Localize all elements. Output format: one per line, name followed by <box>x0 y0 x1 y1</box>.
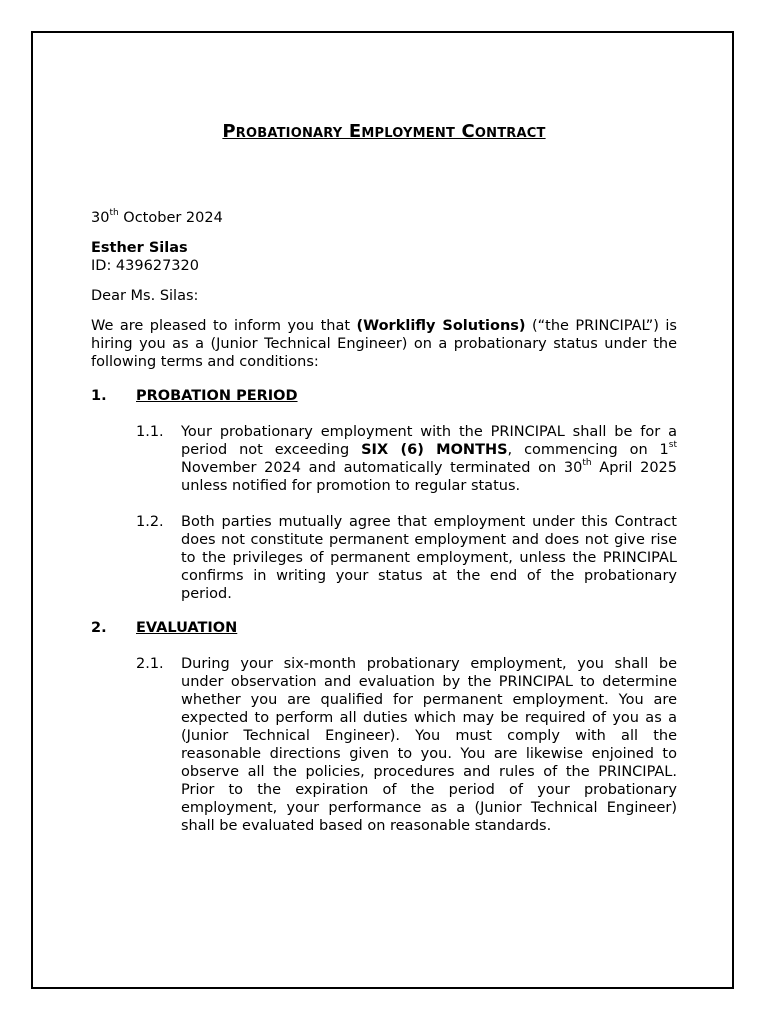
document-page <box>31 31 734 989</box>
clause-number: 1.1. <box>136 424 164 440</box>
clause-text: During your six-month probationary employment, you shall be under observation and evaluation by the PRINCIPAL to determine whether you are qualified for permanent employment. You are expected to perform all duties which may be required of you as a (Junior Technical Engineer). You must comply with all the reasonable directions given to you. You are likewise enjoined to observe all the policies, procedures and rules of the PRINCIPAL. Prior to the expiration of the period of your probationary employment, your performance as a (Junior Technical Engineer) shall be evaluated based on reasonable standards. <box>181 656 677 834</box>
intro-paragraph <box>91 317 677 371</box>
clause-text: Both parties mutually agree that employment under this Contract does not constitute permanent employment and does not give rise to the privileges of permanent employment, unless the PRINCIPAL confirms in writing your status at the end of the probationary period. <box>181 514 677 602</box>
section-number: 2. <box>91 620 107 636</box>
clause-text-part: , commencing on 1 <box>507 442 669 458</box>
date-month-year: October 2024 <box>118 210 223 226</box>
recipient-name: Esther Silas <box>91 240 188 256</box>
ordinal-suffix: th <box>582 458 592 469</box>
section-number: 1. <box>91 388 107 404</box>
section-title: EVALUATION <box>136 620 238 636</box>
section-heading <box>91 387 677 405</box>
probation-duration: SIX (6) MONTHS <box>361 442 508 458</box>
intro-text-start: We are pleased to inform you that <box>91 318 357 334</box>
clause-number: 2.1. <box>136 656 164 672</box>
document-title: Probationary Employment Contract <box>222 121 546 142</box>
salutation: Dear Ms. Silas: <box>91 288 199 304</box>
contract-date <box>91 209 677 227</box>
clause-text-part: April 2025 unless notified for promotion to regular status. <box>181 460 677 494</box>
recipient-id: ID: 439627320 <box>91 258 199 274</box>
intro-text-end: (“the PRINCIPAL”) is hiring you as a (Junior Technical Engineer) on a probationary status under the following terms and conditions: <box>91 318 677 370</box>
clause-item <box>136 423 677 495</box>
date-day: 30 <box>91 210 110 226</box>
date-day-suffix: th <box>109 208 119 219</box>
company-name: (Worklifly Solutions) <box>356 318 526 334</box>
clause-text-part: November 2024 and automatically terminated on 30 <box>181 460 583 476</box>
ordinal-suffix: st <box>668 440 677 451</box>
clause-number: 1.2. <box>136 514 164 530</box>
clause-text <box>181 423 677 495</box>
clause-text-part: Your probationary employment with the PRINCIPAL shall be for a period not exceeding <box>181 424 677 458</box>
section-heading <box>91 619 677 637</box>
section-title: PROBATION PERIOD <box>136 388 298 404</box>
document-body <box>91 123 677 835</box>
clause-item <box>136 513 677 603</box>
clause-item <box>136 655 677 835</box>
